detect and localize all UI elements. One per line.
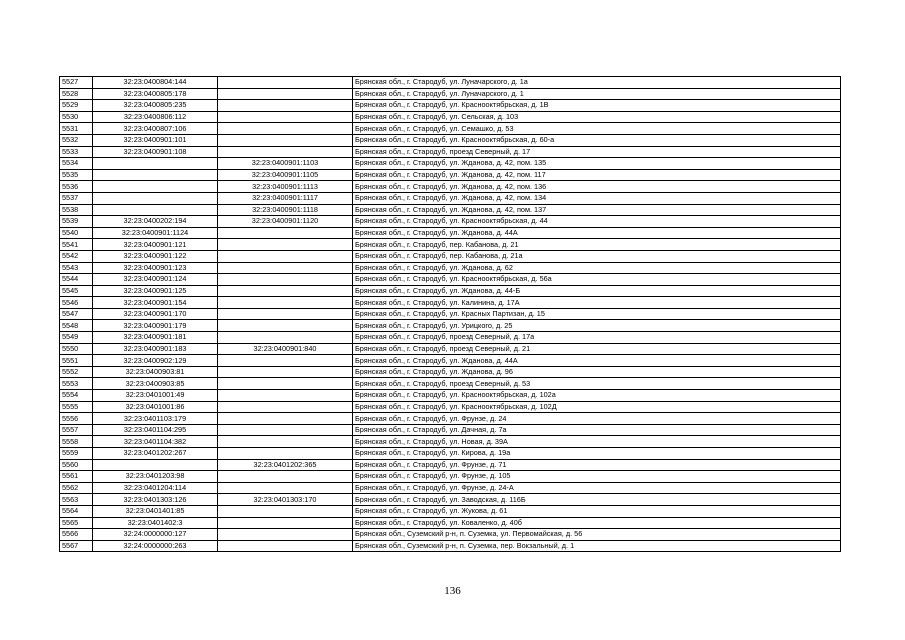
address-cell: Брянская обл., г. Стародуб, пер. Кабанова, д. 21а [353,250,841,262]
address-cell: Брянская обл., Суземский р-н, п. Суземка, пер. Вокзальный, д. 1 [353,540,841,552]
address-cell: Брянская обл., г. Стародуб, ул. Краснооктябрьская, д. 44 [353,216,841,228]
cadastral-number-cell: 32:23:0400202:194 [93,216,218,228]
table-row [60,366,841,378]
address-cell: Брянская обл., г. Стародуб, ул. Краснооктябрьская, д. 56а [353,274,841,286]
cadastral-number-cell: 32:23:0401204:114 [93,482,218,494]
cadastral-number-cell: 32:23:0400903:81 [93,366,218,378]
address-cell: Брянская обл., г. Стародуб, ул. Жданова, д. 44А [353,227,841,239]
row-number-cell: 5560 [60,459,93,471]
row-number-cell: 5539 [60,216,93,228]
table-row [60,540,841,552]
table-row [60,146,841,158]
row-number-cell: 5556 [60,413,93,425]
table-row [60,181,841,193]
cadastral-number-cell: 32:23:0400806:112 [93,111,218,123]
related-cadastral-number-cell [218,378,353,390]
cadastral-number-cell [93,204,218,216]
row-number-cell: 5543 [60,262,93,274]
cadastral-number-cell: 32:23:0401001:86 [93,401,218,413]
related-cadastral-number-cell [218,482,353,494]
cadastral-number-cell: 32:23:0400902:129 [93,355,218,367]
table-row [60,459,841,471]
related-cadastral-number-cell [218,262,353,274]
related-cadastral-number-cell [218,529,353,541]
related-cadastral-number-cell [218,308,353,320]
related-cadastral-number-cell [218,146,353,158]
row-number-cell: 5552 [60,366,93,378]
table-row [60,77,841,89]
related-cadastral-number-cell: 32:23:0400901:1120 [218,216,353,228]
table-row [60,204,841,216]
row-number-cell: 5527 [60,77,93,89]
address-cell: Брянская обл., г. Стародуб, ул. Жданова, д. 42, пом. 137 [353,204,841,216]
table-row [60,274,841,286]
table-row [60,494,841,506]
table-row [60,413,841,425]
related-cadastral-number-cell [218,320,353,332]
row-number-cell: 5567 [60,540,93,552]
cadastral-number-cell: 32:23:0400901:125 [93,285,218,297]
cadastral-number-cell: 32:23:0401202:267 [93,448,218,460]
cadastral-number-cell: 32:23:0401103:179 [93,413,218,425]
cadastral-number-cell: 32:23:0400901:1124 [93,227,218,239]
address-cell: Брянская обл., Суземский р-н, п. Суземка, ул. Первомайская, д. 56 [353,529,841,541]
cadastral-number-cell: 32:23:0400807:106 [93,123,218,135]
address-cell: Брянская обл., г. Стародуб, ул. Жданова, д. 44А [353,355,841,367]
row-number-cell: 5563 [60,494,93,506]
cadastral-number-cell: 32:23:0400901:181 [93,332,218,344]
cadastral-number-cell: 32:23:0401401:85 [93,505,218,517]
table-row [60,227,841,239]
address-cell: Брянская обл., г. Стародуб, ул. Жданова, д. 96 [353,366,841,378]
table-row [60,134,841,146]
cadastral-number-cell: 32:23:0401104:295 [93,424,218,436]
related-cadastral-number-cell [218,366,353,378]
row-number-cell: 5546 [60,297,93,309]
address-cell: Брянская обл., г. Стародуб, ул. Жукова, д. 61 [353,505,841,517]
related-cadastral-number-cell [218,274,353,286]
address-cell: Брянская обл., г. Стародуб, ул. Краснооктябрьская, д. 102Д [353,401,841,413]
related-cadastral-number-cell [218,227,353,239]
table-row [60,216,841,228]
address-cell: Брянская обл., г. Стародуб, проезд Северный, д. 17 [353,146,841,158]
cadastral-number-cell: 32:23:0400805:178 [93,88,218,100]
related-cadastral-number-cell [218,517,353,529]
table-row [60,297,841,309]
cadastral-number-cell: 32:24:0000000:127 [93,529,218,541]
cadastral-number-cell: 32:23:0400901:170 [93,308,218,320]
table-row [60,308,841,320]
address-cell: Брянская обл., г. Стародуб, ул. Красных Партизан, д. 15 [353,308,841,320]
row-number-cell: 5536 [60,181,93,193]
row-number-cell: 5562 [60,482,93,494]
row-number-cell: 5528 [60,88,93,100]
related-cadastral-number-cell [218,134,353,146]
table-row [60,517,841,529]
row-number-cell: 5559 [60,448,93,460]
cadastral-number-cell [93,169,218,181]
cadastral-number-cell: 32:23:0400901:183 [93,343,218,355]
related-cadastral-number-cell: 32:23:0400901:840 [218,343,353,355]
table-row [60,355,841,367]
row-number-cell: 5561 [60,471,93,483]
table-row [60,250,841,262]
row-number-cell: 5534 [60,158,93,170]
related-cadastral-number-cell [218,401,353,413]
cadastral-number-cell: 32:23:0400804:144 [93,77,218,89]
table-row [60,332,841,344]
row-number-cell: 5565 [60,517,93,529]
address-cell: Брянская обл., г. Стародуб, ул. Жданова, д. 42, пом. 135 [353,158,841,170]
address-cell: Брянская обл., г. Стародуб, ул. Сельская, д. 103 [353,111,841,123]
address-cell: Брянская обл., г. Стародуб, ул. Фрунзе, д. 24-А [353,482,841,494]
related-cadastral-number-cell [218,505,353,517]
related-cadastral-number-cell: 32:23:0400901:1113 [218,181,353,193]
table-row [60,482,841,494]
row-number-cell: 5535 [60,169,93,181]
cadastral-number-cell: 32:23:0400901:154 [93,297,218,309]
row-number-cell: 5532 [60,134,93,146]
table-row [60,378,841,390]
cadastral-number-cell: 32:23:0400903:85 [93,378,218,390]
page-number: 136 [444,585,461,597]
row-number-cell: 5550 [60,343,93,355]
related-cadastral-number-cell [218,413,353,425]
row-number-cell: 5564 [60,505,93,517]
row-number-cell: 5554 [60,390,93,402]
row-number-cell: 5542 [60,250,93,262]
row-number-cell: 5547 [60,308,93,320]
related-cadastral-number-cell: 32:23:0400901:1105 [218,169,353,181]
cadastral-number-cell: 32:23:0400805:235 [93,100,218,112]
address-cell: Брянская обл., г. Стародуб, ул. Фрунзе, д. 105 [353,471,841,483]
address-cell: Брянская обл., г. Стародуб, ул. Коваленко, д. 40б [353,517,841,529]
cadastral-number-cell: 32:23:0400901:179 [93,320,218,332]
address-cell: Брянская обл., г. Стародуб, ул. Жданова, д. 44-Б [353,285,841,297]
row-number-cell: 5553 [60,378,93,390]
address-cell: Брянская обл., г. Стародуб, ул. Жданова, д. 62 [353,262,841,274]
cadastral-number-cell: 32:23:0401203:98 [93,471,218,483]
address-cell: Брянская обл., г. Стародуб, ул. Краснооктябрьская, д. 1В [353,100,841,112]
related-cadastral-number-cell [218,448,353,460]
cadastral-number-cell: 32:23:0400901:123 [93,262,218,274]
related-cadastral-number-cell [218,436,353,448]
table-row [60,285,841,297]
address-cell: Брянская обл., г. Стародуб, ул. Жданова, д. 42, пом. 136 [353,181,841,193]
related-cadastral-number-cell: 32:23:0401303:170 [218,494,353,506]
address-cell: Брянская обл., г. Стародуб, ул. Семашко, д. 53 [353,123,841,135]
address-cell: Брянская обл., г. Стародуб, пер. Кабанова, д. 21 [353,239,841,251]
related-cadastral-number-cell [218,332,353,344]
table-row [60,505,841,517]
table-row [60,123,841,135]
related-cadastral-number-cell [218,471,353,483]
cadastral-number-cell: 32:24:0000000:263 [93,540,218,552]
related-cadastral-number-cell [218,285,353,297]
related-cadastral-number-cell: 32:23:0400901:1117 [218,192,353,204]
related-cadastral-number-cell [218,540,353,552]
row-number-cell: 5529 [60,100,93,112]
table-row [60,448,841,460]
table-row [60,111,841,123]
cadastral-number-cell: 32:23:0401402:3 [93,517,218,529]
row-number-cell: 5540 [60,227,93,239]
address-cell: Брянская обл., г. Стародуб, ул. Кирова, д. 19а [353,448,841,460]
row-number-cell: 5530 [60,111,93,123]
table-row [60,436,841,448]
cadastral-number-cell: 32:23:0400901:122 [93,250,218,262]
related-cadastral-number-cell [218,123,353,135]
row-number-cell: 5557 [60,424,93,436]
related-cadastral-number-cell [218,111,353,123]
row-number-cell: 5555 [60,401,93,413]
cadastral-number-cell: 32:23:0400901:124 [93,274,218,286]
table-row [60,424,841,436]
row-number-cell: 5551 [60,355,93,367]
table-row [60,100,841,112]
address-cell: Брянская обл., г. Стародуб, ул. Луначарского, д. 1а [353,77,841,89]
registry-table [59,76,841,552]
address-cell: Брянская обл., г. Стародуб, проезд Северный, д. 53 [353,378,841,390]
address-cell: Брянская обл., г. Стародуб, ул. Урицкого, д. 25 [353,320,841,332]
address-cell: Брянская обл., г. Стародуб, ул. Калинина, д. 17А [353,297,841,309]
related-cadastral-number-cell [218,250,353,262]
address-cell: Брянская обл., г. Стародуб, ул. Фрунзе, д. 24 [353,413,841,425]
address-cell: Брянская обл., г. Стародуб, ул. Дачная, д. 7а [353,424,841,436]
related-cadastral-number-cell [218,297,353,309]
row-number-cell: 5537 [60,192,93,204]
cadastral-number-cell [93,192,218,204]
registry-table-body [60,77,841,552]
related-cadastral-number-cell: 32:23:0401202:365 [218,459,353,471]
related-cadastral-number-cell [218,355,353,367]
related-cadastral-number-cell [218,77,353,89]
address-cell: Брянская обл., г. Стародуб, ул. Жданова, д. 42, пом. 134 [353,192,841,204]
cadastral-number-cell: 32:23:0401001:49 [93,390,218,402]
address-cell: Брянская обл., г. Стародуб, ул. Луначарского, д. 1 [353,88,841,100]
table-row [60,88,841,100]
table-row [60,262,841,274]
table-row [60,320,841,332]
table-row [60,158,841,170]
row-number-cell: 5558 [60,436,93,448]
table-row [60,343,841,355]
row-number-cell: 5549 [60,332,93,344]
cadastral-number-cell: 32:23:0400901:108 [93,146,218,158]
related-cadastral-number-cell: 32:23:0400901:1103 [218,158,353,170]
cadastral-number-cell: 32:23:0400901:121 [93,239,218,251]
row-number-cell: 5544 [60,274,93,286]
related-cadastral-number-cell [218,390,353,402]
cadastral-number-cell: 32:23:0401303:126 [93,494,218,506]
cadastral-number-cell: 32:23:0400901:101 [93,134,218,146]
row-number-cell: 5533 [60,146,93,158]
row-number-cell: 5541 [60,239,93,251]
row-number-cell: 5531 [60,123,93,135]
related-cadastral-number-cell [218,239,353,251]
table-row [60,192,841,204]
address-cell: Брянская обл., г. Стародуб, проезд Северный, д. 17а [353,332,841,344]
address-cell: Брянская обл., г. Стародуб, ул. Новая, д. 39А [353,436,841,448]
related-cadastral-number-cell [218,100,353,112]
row-number-cell: 5548 [60,320,93,332]
table-row [60,169,841,181]
table-row [60,529,841,541]
table-row [60,239,841,251]
table-row [60,401,841,413]
address-cell: Брянская обл., г. Стародуб, ул. Фрунзе, д. 71 [353,459,841,471]
row-number-cell: 5545 [60,285,93,297]
cadastral-number-cell [93,158,218,170]
cadastral-number-cell: 32:23:0401104:382 [93,436,218,448]
related-cadastral-number-cell [218,88,353,100]
row-number-cell: 5566 [60,529,93,541]
table-row [60,390,841,402]
table-row [60,471,841,483]
related-cadastral-number-cell [218,424,353,436]
related-cadastral-number-cell: 32:23:0400901:1118 [218,204,353,216]
address-cell: Брянская обл., г. Стародуб, ул. Краснооктябрьская, д. 60-а [353,134,841,146]
address-cell: Брянская обл., г. Стародуб, ул. Жданова, д. 42, пом. 117 [353,169,841,181]
row-number-cell: 5538 [60,204,93,216]
address-cell: Брянская обл., г. Стародуб, ул. Заводская, д. 116Б [353,494,841,506]
address-cell: Брянская обл., г. Стародуб, проезд Северный, д. 21 [353,343,841,355]
address-cell: Брянская обл., г. Стародуб, ул. Краснооктябрьская, д. 102а [353,390,841,402]
cadastral-number-cell [93,459,218,471]
cadastral-number-cell [93,181,218,193]
